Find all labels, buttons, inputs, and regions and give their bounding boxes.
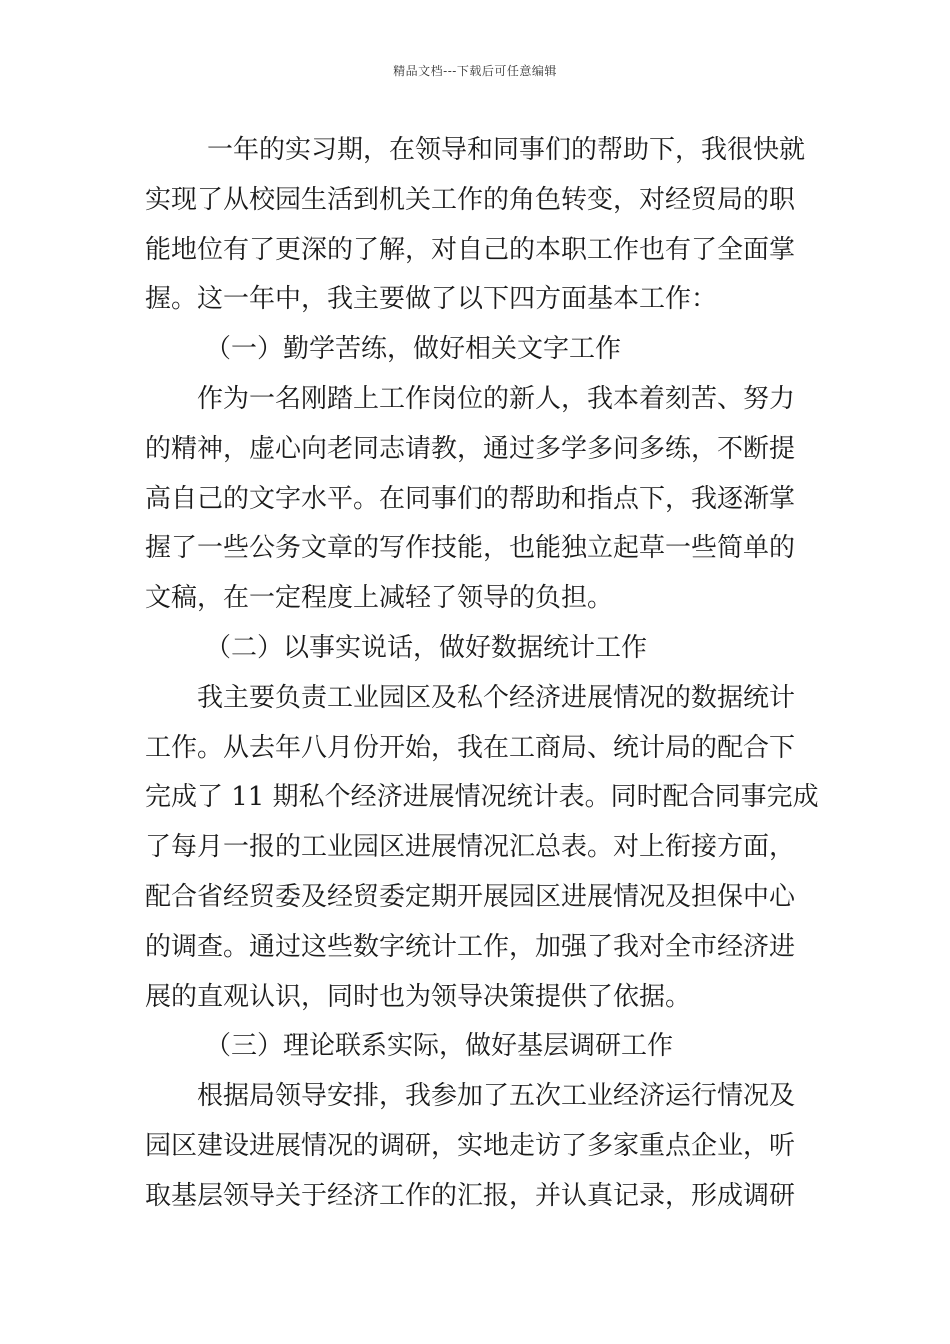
paragraph-line: 文稿，在一定程度上减轻了领导的负担。 xyxy=(145,583,614,614)
section-heading: （一）勤学苦练，做好相关文字工作 xyxy=(205,334,622,365)
paragraph-line: 我主要负责工业园区及私个经济进展情况的数据统计 xyxy=(197,682,796,713)
document-body xyxy=(145,126,819,1222)
paragraph-line: 根据局领导安排，我参加了五次工业经济运行情况及 xyxy=(197,1081,796,1112)
paragraph-line: 取基层领导关于经济工作的汇报，并认真记录，形成调研 xyxy=(145,1180,796,1211)
paragraph-line: 能地位有了更深的了解，对自己的本职工作也有了全面掌 xyxy=(145,234,796,265)
paragraph-line: 高自己的文字水平。在同事们的帮助和指点下，我逐渐掌 xyxy=(145,483,796,514)
paragraph-line: 实现了从校园生活到机关工作的角色转变，对经贸局的职 xyxy=(145,184,796,215)
paragraph-line: 园区建设进展情况的调研，实地走访了多家重点企业，听 xyxy=(145,1130,796,1161)
paragraph-line: 握。这一年中，我主要做了以下四方面基本工作： xyxy=(145,284,718,315)
section-heading: （二）以事实说话，做好数据统计工作 xyxy=(205,632,648,663)
paragraph-line: 工作。从去年八月份开始，我在工商局、统计局的配合下 xyxy=(145,732,796,763)
paragraph-line: 完成了 11 期私个经济进展情况统计表。同时配合同事完成 xyxy=(145,782,819,813)
paragraph-line: 握了一些公务文章的写作技能，也能独立起草一些简单的 xyxy=(145,533,796,564)
header-note: 精品文档---下载后可任意编辑 xyxy=(393,64,557,78)
paragraph-line: 作为一名刚踏上工作岗位的新人，我本着刻苦、努力 xyxy=(197,383,796,414)
paragraph-line: 的调查。通过这些数字统计工作，加强了我对全市经济进 xyxy=(145,931,796,962)
section-heading: （三）理论联系实际，做好基层调研工作 xyxy=(205,1031,674,1062)
paragraph-line: 了每月一报的工业园区进展情况汇总表。对上衔接方面， xyxy=(145,832,796,863)
paragraph-line: 配合省经贸委及经贸委定期开展园区进展情况及担保中心 xyxy=(145,881,796,912)
paragraph-line: 的精神，虚心向老同志请教，通过多学多问多练，不断提 xyxy=(145,433,796,464)
paragraph-line: 一年的实习期，在领导和同事们的帮助下，我很快就 xyxy=(207,135,806,165)
paragraph-line: 展的直观认识，同时也为领导决策提供了依据。 xyxy=(145,981,692,1012)
